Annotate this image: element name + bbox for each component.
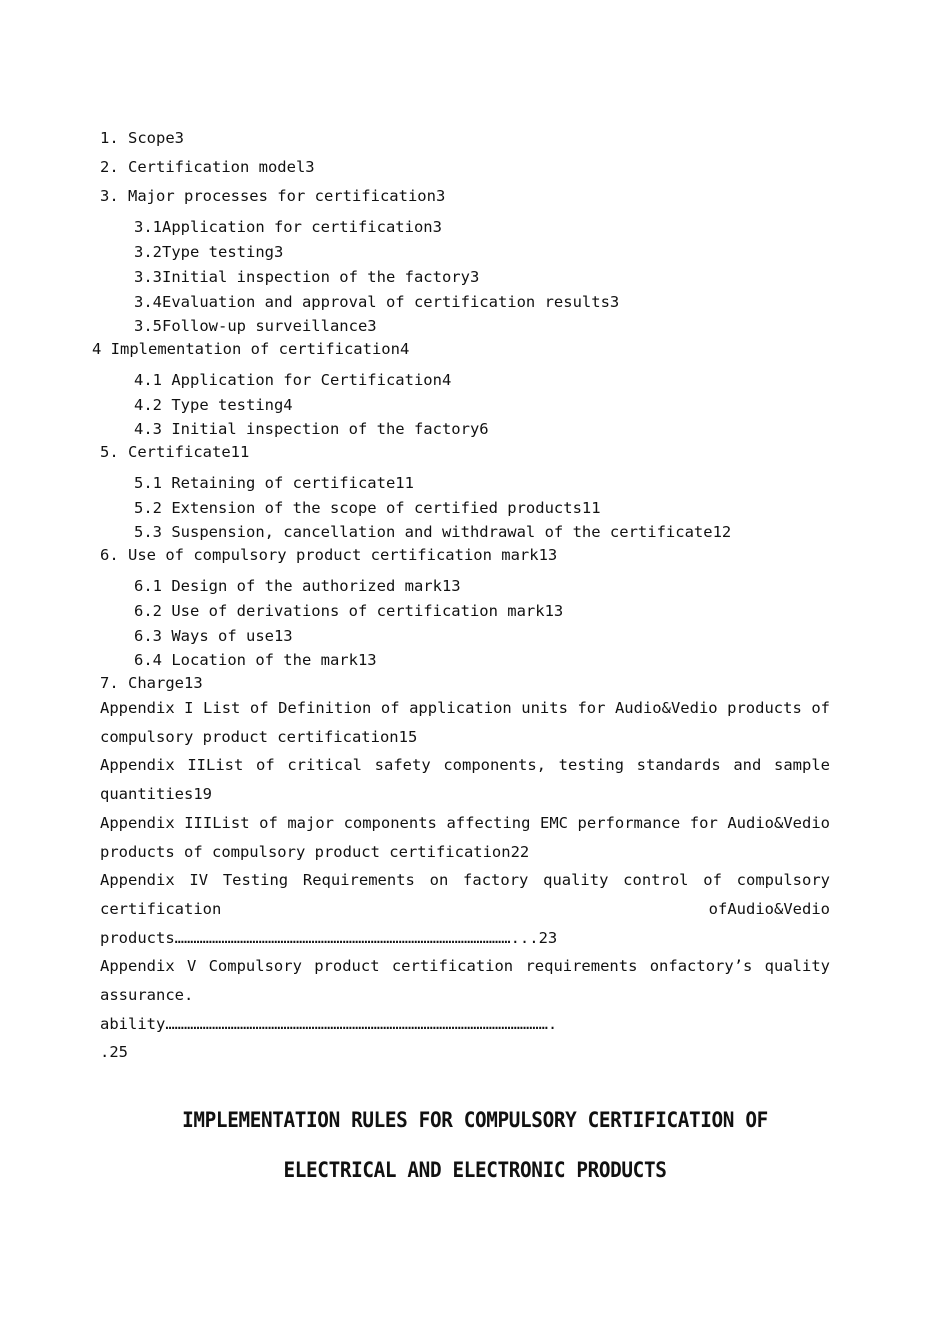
toc-entry[interactable]: 7. Charge13 bbox=[100, 674, 203, 692]
toc-subentry[interactable]: 6.3 Ways of use13 bbox=[134, 627, 293, 645]
appendix-entry[interactable]: Appendix V Compulsory product certification requirements onfactory’s quality assurance. bbox=[100, 957, 830, 1005]
toc-entry[interactable]: 3. Major processes for certification3 bbox=[100, 187, 446, 205]
toc-subentry[interactable]: 3.5Follow-up surveillance3 bbox=[134, 317, 377, 335]
toc-subentry[interactable]: 5.1 Retaining of certificate11 bbox=[134, 474, 414, 492]
document-title-line-1: IMPLEMENTATION RULES FOR COMPULSORY CERTIFICATION OF bbox=[182, 1108, 768, 1132]
toc-subentry[interactable]: 6.4 Location of the mark13 bbox=[134, 651, 377, 669]
toc-entry[interactable]: 4 Implementation of certification4 bbox=[92, 340, 410, 358]
toc-subentry[interactable]: 6.2 Use of derivations of certification mark13 bbox=[134, 602, 564, 620]
toc-subentry[interactable]: 5.3 Suspension, cancellation and withdrawal of the certificate12 bbox=[134, 523, 732, 541]
toc-subentry[interactable]: 3.3Initial inspection of the factory3 bbox=[134, 268, 480, 286]
appendix-entry-continuation[interactable]: products………………………………………………………………………………………………...23 bbox=[100, 928, 558, 947]
toc-subentry[interactable]: 6.1 Design of the authorized mark13 bbox=[134, 577, 461, 595]
toc-subentry[interactable]: 3.1Application for certification3 bbox=[134, 218, 442, 236]
toc-subentry[interactable]: 4.3 Initial inspection of the factory6 bbox=[134, 420, 489, 438]
toc-entry[interactable]: 5. Certificate11 bbox=[100, 443, 250, 461]
document-title-line-2: ELECTRICAL AND ELECTRONIC PRODUCTS bbox=[283, 1158, 667, 1182]
appendix-entry[interactable]: Appendix I List of Definition of application units for Audio&Vedio products of compulsory product certification15 bbox=[100, 699, 830, 746]
toc-subentry[interactable]: 4.2 Type testing4 bbox=[134, 396, 293, 414]
toc-subentry[interactable]: 5.2 Extension of the scope of certified products11 bbox=[134, 499, 601, 517]
toc-entry[interactable]: 1. Scope3 bbox=[100, 129, 184, 147]
appendix-entry[interactable]: Appendix IV Testing Requirements on factory quality control of compulsory certification ofAudio&Vedio bbox=[100, 871, 830, 918]
appendix-entry[interactable]: Appendix IIList of critical safety components, testing standards and sample quantities19 bbox=[100, 756, 830, 804]
toc-subentry[interactable]: 3.4Evaluation and approval of certification results3 bbox=[134, 293, 620, 311]
toc-entry[interactable]: 6. Use of compulsory product certification mark13 bbox=[100, 546, 558, 564]
table-of-contents bbox=[92, 122, 830, 696]
appendix-list bbox=[100, 694, 830, 1067]
appendix-entry-continuation[interactable]: ability……………………………………………………………………………………………………………. bbox=[100, 1014, 558, 1033]
toc-subentry[interactable]: 4.1 Application for Certification4 bbox=[134, 371, 452, 389]
toc-entry[interactable]: 2. Certification model3 bbox=[100, 158, 315, 176]
appendix-entry-page[interactable]: .25 bbox=[100, 1043, 128, 1062]
toc-subentry[interactable]: 3.2Type testing3 bbox=[134, 243, 284, 261]
appendix-entry[interactable]: Appendix IIIList of major components affecting EMC performance for Audio&Vedio products of compulsory product certification22 bbox=[100, 813, 830, 861]
